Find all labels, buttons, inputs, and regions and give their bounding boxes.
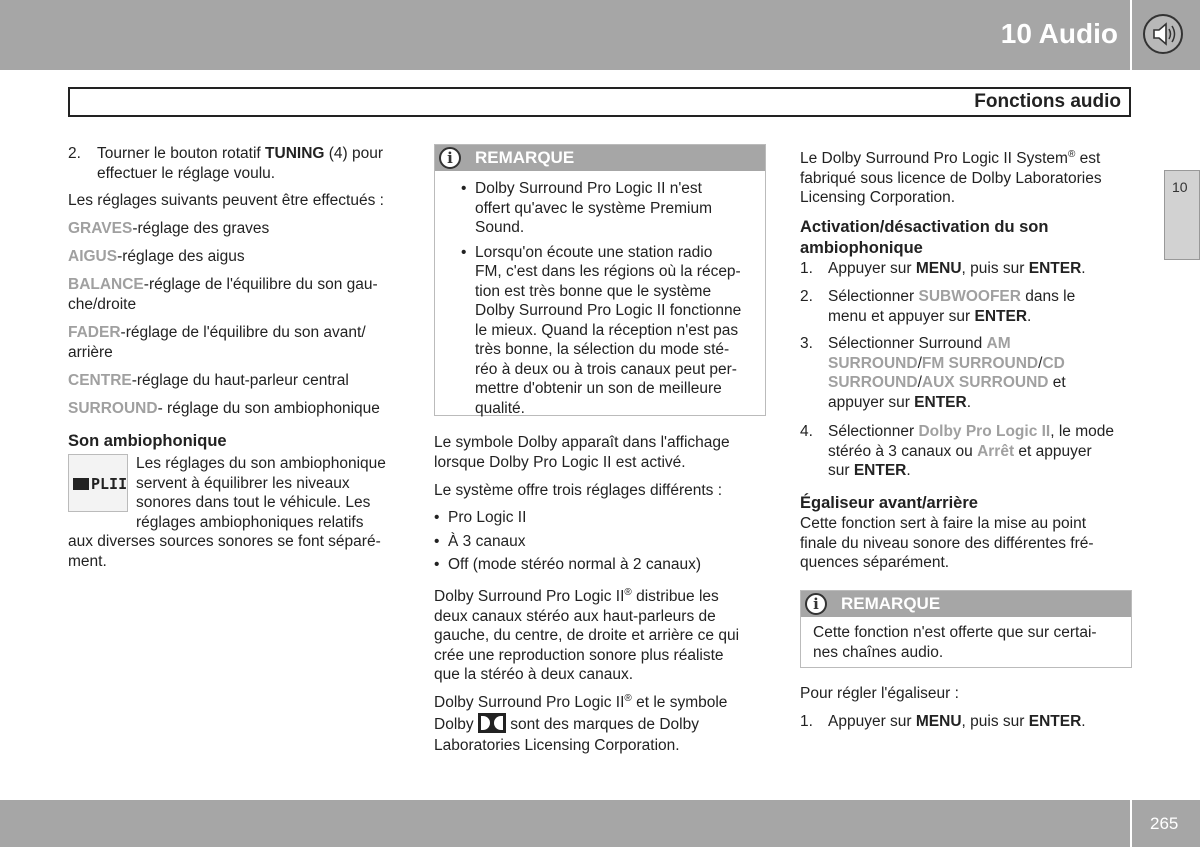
registered-mark: ® bbox=[1067, 149, 1076, 160]
text-span: Sélectionner bbox=[828, 423, 919, 440]
setting-fader bbox=[68, 323, 366, 362]
page-number: 265 bbox=[1150, 814, 1179, 833]
text-line bbox=[434, 583, 764, 607]
son-paragraph-wrapped bbox=[136, 454, 386, 532]
setting-text: - réglage du son ambiophonique bbox=[157, 400, 380, 417]
registered-mark: ® bbox=[624, 587, 632, 598]
list-item: • À 3 canaux bbox=[420, 532, 750, 552]
step-number: 1. bbox=[800, 260, 813, 277]
text-line: qualité. bbox=[475, 399, 525, 417]
step-number: 4. bbox=[800, 423, 813, 440]
text-line: Cette fonction n'est offerte que sur certai- bbox=[813, 624, 1097, 641]
text-line: finale du niveau sonore des différentes fré- bbox=[800, 534, 1094, 552]
text-line: servent à équilibrer les niveaux bbox=[136, 474, 350, 492]
dolby-d-icon bbox=[80, 478, 89, 490]
step-1 bbox=[800, 259, 1130, 279]
speaker-icon bbox=[1143, 14, 1183, 54]
registered-mark: ® bbox=[624, 693, 632, 704]
separator: / bbox=[917, 374, 922, 391]
step-4 bbox=[800, 422, 1130, 481]
enter-label: ENTER bbox=[1028, 260, 1082, 277]
text-span: Sélectionner Surround bbox=[828, 335, 987, 352]
trademark-paragraph bbox=[434, 689, 764, 755]
text-line: Le symbole Dolby apparaît dans l'affichage bbox=[434, 434, 730, 451]
setting-graves bbox=[68, 219, 269, 239]
text-line: Licensing Corporation. bbox=[800, 189, 956, 207]
footer-bar bbox=[0, 800, 1130, 847]
text-line: offert qu'avec le système Premium bbox=[475, 199, 712, 217]
text-line: lorsque Dolby Pro Logic II est activé. bbox=[434, 453, 686, 471]
license-paragraph bbox=[800, 145, 1130, 208]
text-line: • Lorsqu'on écoute une station radio bbox=[475, 243, 713, 261]
text-line bbox=[434, 689, 764, 713]
logo-text: PLII bbox=[91, 475, 128, 493]
menu-label: MENU bbox=[915, 713, 962, 730]
activation-heading bbox=[800, 217, 1048, 259]
setting-centre bbox=[68, 371, 349, 391]
text-span: et le symbole bbox=[631, 694, 728, 712]
separator: / bbox=[1038, 354, 1043, 372]
text-span: . bbox=[1081, 260, 1086, 277]
step-1 bbox=[800, 712, 1130, 732]
tuning-label: TUNING bbox=[265, 145, 325, 162]
am-label: AM bbox=[986, 335, 1011, 352]
text-line: gauche, du centre, de droite et arrière ce qui bbox=[434, 627, 740, 645]
text-span: stéréo à 3 canaux ou bbox=[828, 442, 978, 460]
fm-surround-label: FM SURROUND bbox=[921, 354, 1039, 372]
chapter-tab-label: 10 bbox=[1172, 179, 1188, 195]
equalizer-paragraph bbox=[800, 514, 1130, 573]
text-line: réglages ambiophoniques relatifs bbox=[136, 513, 364, 531]
text-span: Dolby Surround Pro Logic II bbox=[434, 588, 625, 606]
text-line bbox=[434, 713, 764, 736]
setting-key: BALANCE bbox=[68, 276, 144, 293]
text-span: est bbox=[1075, 150, 1101, 168]
chapter-title: 10 Audio bbox=[1000, 18, 1118, 49]
note-header bbox=[435, 145, 765, 171]
settings-intro: Les réglages suivants peuvent être effectués : bbox=[68, 192, 384, 209]
dolby-symbol-paragraph bbox=[434, 433, 730, 472]
step-2 bbox=[68, 144, 408, 183]
text-span: appuyer sur bbox=[828, 393, 915, 411]
text-span: et bbox=[1048, 374, 1066, 391]
text-span: dans le bbox=[1020, 288, 1076, 305]
text-span: Appuyer sur bbox=[828, 713, 916, 730]
text-span: et appuyer bbox=[1014, 442, 1092, 460]
info-icon: i bbox=[805, 593, 827, 615]
text-line: nes chaînes audio. bbox=[813, 643, 944, 661]
text-line: fabriqué sous licence de Dolby Laboratories bbox=[800, 169, 1102, 187]
son-ambiophonique-heading: Son ambiophonique bbox=[68, 432, 227, 450]
surround-label: SURROUND bbox=[828, 374, 918, 391]
equalizer-heading: Égaliseur avant/arrière bbox=[800, 494, 978, 512]
enter-label: ENTER bbox=[914, 393, 967, 411]
setting-surround bbox=[68, 399, 380, 419]
text-span: Appuyer sur bbox=[828, 260, 916, 277]
surround-label: SURROUND bbox=[828, 354, 918, 372]
setting-text: -réglage de l'équilibre du son gau- bbox=[143, 276, 378, 293]
text-span: distribue les bbox=[631, 588, 719, 606]
dolby-pro-logic-label: Dolby Pro Logic II bbox=[918, 423, 1051, 440]
note-list bbox=[447, 179, 767, 418]
note-text bbox=[813, 623, 1097, 662]
heading-line: ambiophonique bbox=[800, 239, 923, 257]
enter-label: ENTER bbox=[974, 307, 1028, 325]
step-number: 2. bbox=[68, 145, 81, 162]
step-text: (4) pour bbox=[324, 145, 384, 162]
text-span: Le Dolby Surround Pro Logic II System bbox=[800, 150, 1068, 168]
text-line: quences séparément. bbox=[800, 554, 950, 571]
setting-text: che/droite bbox=[68, 295, 137, 313]
arret-label: Arrêt bbox=[977, 442, 1015, 460]
setting-text: -réglage du haut-parleur central bbox=[131, 372, 349, 389]
text-line: mettre d'obtenir un son de meilleure bbox=[475, 380, 722, 397]
text-span: . bbox=[966, 393, 972, 411]
setting-text: -réglage de l'équilibre du son avant/ bbox=[120, 324, 366, 341]
setting-text: -réglage des aigus bbox=[117, 248, 245, 265]
note-title: REMARQUE bbox=[841, 594, 941, 613]
text-span: , puis sur bbox=[961, 713, 1029, 730]
aux-surround-label: AUX SURROUND bbox=[921, 374, 1049, 391]
text-line: FM, c'est dans les régions où la récep- bbox=[475, 263, 741, 280]
step-number: 2. bbox=[800, 288, 813, 305]
text-span: sur bbox=[828, 462, 854, 479]
text-line: Sound. bbox=[475, 219, 525, 236]
dolby-plii-logo bbox=[68, 454, 128, 512]
text-line: très bonne, la sélection du mode sté- bbox=[475, 341, 730, 358]
distribution-paragraph bbox=[434, 583, 764, 685]
text-span: sont des marques de Dolby bbox=[505, 715, 699, 733]
text-span: . bbox=[906, 462, 911, 479]
note-box bbox=[434, 144, 766, 416]
text-line: Les réglages du son ambiophonique bbox=[136, 455, 386, 472]
text-line: le mieux. Quand la réception n'est pas bbox=[475, 321, 739, 339]
step-number: 3. bbox=[800, 335, 813, 352]
text-span: menu et appuyer sur bbox=[828, 307, 975, 325]
setting-key: GRAVES bbox=[68, 220, 133, 237]
setting-key: CENTRE bbox=[68, 372, 132, 389]
three-settings-intro: Le système offre trois réglages différents : bbox=[434, 482, 723, 499]
section-header bbox=[68, 87, 1131, 117]
enter-label: ENTER bbox=[853, 462, 907, 479]
text-line: ment. bbox=[68, 552, 107, 570]
text-line: que la stéréo à deux canaux. bbox=[434, 666, 634, 684]
step-text: effectuer le réglage voulu. bbox=[97, 164, 276, 182]
text-line: aux diverses sources sonores se font séparé- bbox=[68, 533, 381, 550]
list-item: • Pro Logic II bbox=[420, 508, 750, 528]
text-line: deux canaux stéréo aux haut-parleurs de bbox=[434, 607, 716, 625]
text-line: tion est très bonne que le système bbox=[475, 282, 712, 300]
setting-balance bbox=[68, 275, 378, 314]
info-icon: i bbox=[439, 147, 461, 169]
step-2 bbox=[800, 287, 1130, 326]
text-span: . bbox=[1081, 713, 1086, 730]
cd-label: CD bbox=[1042, 354, 1065, 372]
list-item bbox=[447, 243, 767, 419]
text-line: • Dolby Surround Pro Logic II n'est bbox=[475, 180, 702, 197]
text-line: réo à deux ou à trois canaux peut per- bbox=[475, 360, 737, 378]
pour-regler-text: Pour régler l'égaliseur : bbox=[800, 685, 959, 702]
note-header bbox=[801, 591, 1131, 617]
step-text: Tourner le bouton rotatif bbox=[97, 145, 266, 162]
heading-line: Activation/désactivation du son bbox=[800, 218, 1049, 236]
son-paragraph-rest bbox=[68, 532, 381, 571]
text-span: Dolby bbox=[434, 715, 474, 733]
step-3 bbox=[800, 334, 1130, 412]
setting-aigus bbox=[68, 247, 245, 267]
note-box bbox=[800, 590, 1132, 668]
setting-text: arrière bbox=[68, 343, 113, 361]
header-bar bbox=[0, 0, 1130, 70]
text-span: , le mode bbox=[1050, 423, 1115, 440]
setting-text: -réglage des graves bbox=[132, 220, 270, 237]
list-item bbox=[447, 179, 767, 238]
dolby-double-d-icon bbox=[478, 713, 506, 733]
section-title: Fonctions audio bbox=[974, 91, 1121, 112]
enter-label: ENTER bbox=[1028, 713, 1082, 730]
options-list bbox=[420, 508, 750, 575]
text-line: Dolby Surround Pro Logic II fonctionne bbox=[475, 302, 742, 319]
text-line: Laboratories Licensing Corporation. bbox=[434, 736, 680, 754]
text-span: , puis sur bbox=[961, 260, 1029, 277]
setting-key: FADER bbox=[68, 324, 121, 341]
menu-label: MENU bbox=[915, 260, 962, 277]
text-line: sonores dans tout le véhicule. Les bbox=[136, 494, 371, 511]
separator: / bbox=[917, 354, 922, 372]
text-line: crée une reproduction sonore plus réaliste bbox=[434, 646, 724, 664]
text-line bbox=[800, 145, 1130, 169]
subwoofer-label: SUBWOOFER bbox=[918, 288, 1021, 305]
setting-key: SURROUND bbox=[68, 400, 158, 417]
step-number: 1. bbox=[800, 713, 813, 730]
text-span: Dolby Surround Pro Logic II bbox=[434, 694, 625, 712]
list-item: • Off (mode stéréo normal à 2 canaux) bbox=[420, 555, 750, 575]
note-title: REMARQUE bbox=[475, 148, 575, 167]
text-line: Cette fonction sert à faire la mise au point bbox=[800, 515, 1087, 532]
text-span: Sélectionner bbox=[828, 288, 919, 305]
text-span: . bbox=[1027, 307, 1032, 325]
setting-key: AIGUS bbox=[68, 248, 118, 265]
